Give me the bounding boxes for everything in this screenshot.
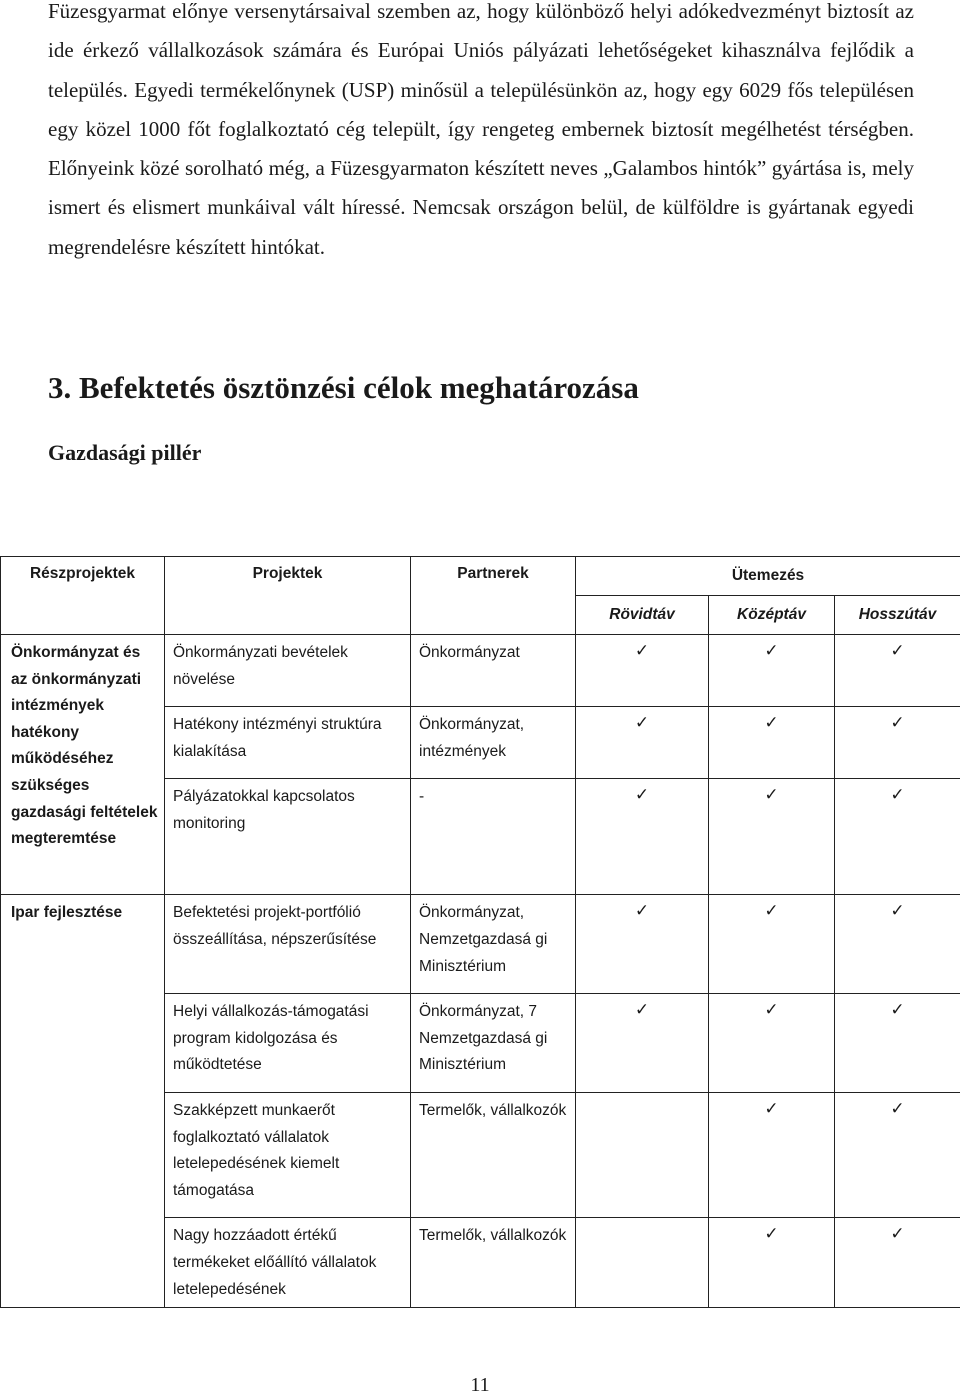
partner-cell: Termelők, vállalkozók [411,1092,576,1217]
section-heading: 3. Befektetés ösztönzési célok meghatározása [48,370,639,406]
table-row [1,895,960,994]
table-header-row [1,557,960,596]
check-icon: ✓ [835,895,960,994]
check-icon: ✓ [709,1218,835,1308]
check-icon: ✓ [709,1092,835,1217]
projects-table [0,556,960,1308]
reszprojekt-cell: Önkormányzat és az önkormányzati intézmények hatékony működéséhez szükséges gazdasági feltételek megteremtése [1,635,165,895]
header-utemezes: Ütemezés [576,557,960,596]
check-icon [576,1218,709,1308]
partner-cell: Önkormányzat, intézmények [411,707,576,779]
projekt-cell: Pályázatokkal kapcsolatos monitoring [165,779,411,895]
check-icon: ✓ [835,707,960,779]
projekt-cell: Helyi vállalkozás-támogatási program kidolgozása és működtetése [165,994,411,1093]
check-icon: ✓ [835,1218,960,1308]
projekt-cell: Szakképzett munkaerőt foglalkoztató vállalatok letelepedésének kiemelt támogatása [165,1092,411,1217]
intro-paragraph: Füzesgyarmat előnye versenytársaival szemben az, hogy különböző helyi adókedvezményt biztosít az ide érkező vállalkozások számára és Európai Uniós pályázati lehetőségeket kihasználva fejlődik a település. Egyedi termékelőnynek (USP) minősül a településünkön az, hogy egy 6029 fős településen egy közel 1000 főt foglalkoztató cég települt, így rengeteg embernek biztosít megélhetést térségben. Előnyeink közé sorolható még, a Füzesgyarmaton készített neves „Galambos hintók” gyártása is, mely ismert és elismert munkáival vált híressé. Nemcsak országon belül, de külföldre is gyártanak egyedi megrendelésre készített hintókat. [48,0,914,267]
check-icon: ✓ [709,994,835,1093]
check-icon: ✓ [835,1092,960,1217]
partner-cell: Önkormányzat, 7 Nemzetgazdasá gi Minisztérium [411,994,576,1093]
header-reszprojektek: Részprojektek [1,557,165,635]
header-partnerek: Partnerek [411,557,576,635]
check-icon: ✓ [835,779,960,895]
check-icon: ✓ [576,707,709,779]
partner-cell: Önkormányzat, Nemzetgazdasá gi Minisztérium [411,895,576,994]
check-icon: ✓ [576,635,709,707]
partner-cell: Önkormányzat [411,635,576,707]
projekt-cell: Önkormányzati bevételek növelése [165,635,411,707]
partner-cell: - [411,779,576,895]
header-rovidtav: Rövidtáv [576,596,709,635]
check-icon: ✓ [835,635,960,707]
check-icon: ✓ [576,779,709,895]
check-icon: ✓ [709,635,835,707]
check-icon: ✓ [709,779,835,895]
check-icon: ✓ [576,895,709,994]
projekt-cell: Hatékony intézményi struktúra kialakítása [165,707,411,779]
header-hosszutav: Hosszútáv [835,596,960,635]
reszprojekt-cell: Ipar fejlesztése [1,895,165,1308]
check-icon [576,1092,709,1217]
partner-cell: Termelők, vállalkozók [411,1218,576,1308]
projekt-cell: Befektetési projekt-portfólió összeállítása, népszerűsítése [165,895,411,994]
subsection-heading: Gazdasági pillér [48,440,201,466]
check-icon: ✓ [835,994,960,1093]
projekt-cell: Nagy hozzáadott értékű termékeket előállító vállalatok letelepedésének [165,1218,411,1308]
check-icon: ✓ [576,994,709,1093]
header-kozeptav: Középtáv [709,596,835,635]
check-icon: ✓ [709,895,835,994]
check-icon: ✓ [709,707,835,779]
header-projektek: Projektek [165,557,411,635]
page-number: 11 [0,1374,960,1397]
table-row [1,635,960,707]
